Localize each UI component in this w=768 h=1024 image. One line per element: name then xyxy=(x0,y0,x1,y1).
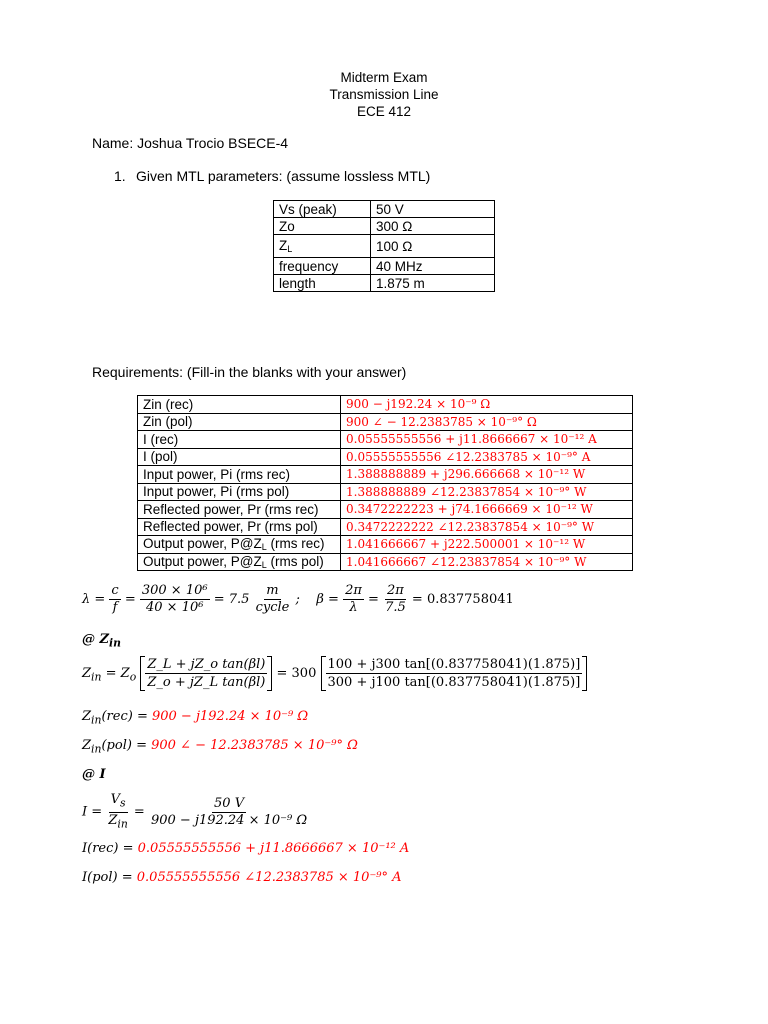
zin-rec-value: 900 − j192.24 × 10⁻⁹ Ω xyxy=(151,709,309,724)
exam-subject: Transmission Line xyxy=(329,87,439,102)
fraction: $\frac{m}{\text{cycle}}$ xyxy=(255,583,290,615)
table-row xyxy=(274,275,495,292)
table-row xyxy=(138,483,633,501)
table-row xyxy=(274,201,495,218)
req-label: I (rec) xyxy=(138,431,341,449)
fraction: $\frac{\text{300 × 10⁶}}{\text{40 × 10⁶}}$ xyxy=(141,583,208,615)
zin-formula: $Z_{in} = Z_o$ $\frac{\text{Z\_L + jZ\_o tan(βl)}}{\text{Z\_o + jZ\_L tan(βl)}}$ = 300 $\frac{100 + j300 \tan[(0.837758041)(1.875)]}{300 + j100 \tan[(0.837758041)(1.875)]}$ xyxy=(82,656,587,691)
req-answer: 0.05555555556 ∠12.2383785 × 10⁻⁹° A xyxy=(341,448,633,466)
req-label: Output power, P@ZL (rms rec) xyxy=(138,536,341,554)
param-value: 50 V xyxy=(371,201,495,218)
req-label: Reflected power, Pr (rms pol) xyxy=(138,518,341,536)
table-row xyxy=(138,396,633,414)
current-rec-value: 0.05555555556 + j11.8666667 × 10⁻¹² A xyxy=(137,841,410,856)
table-row xyxy=(138,431,633,449)
req-answer: 0.3472222223 + j74.1666669 × 10⁻¹² W xyxy=(341,501,633,519)
req-answer: 1.388888889 + j296.666668 × 10⁻¹² W xyxy=(341,466,633,484)
current-rec-line: I(rec) = 0.05555555556 + j11.8666667 × 10⁻¹² A xyxy=(82,841,410,856)
fraction: $\frac{2\pi}{7.5}$ xyxy=(385,583,406,615)
bracket-fraction: $\frac{\text{Z\_L + jZ\_o tan(βl)}}{\text{Z\_o + jZ\_L tan(βl)}}$ xyxy=(140,656,272,691)
current-formula: I = $\frac{V_s}{Z_{in}}$ = $\frac{50 V}{\text{900 − j192.24 × 10⁻⁹ Ω}}$ xyxy=(82,792,308,831)
param-label: ZL xyxy=(274,235,371,258)
zin-rec-line: $Z_{in}(rec) = 900 - j192.24 \times 10^{-9}$ Ω xyxy=(82,709,309,727)
wavelength-equation: λ = $\frac{c}{f}$ = $\frac{\text{300 × 10⁶}}{\text{40 × 10⁶}}$ = 7.5 $\frac{m}{\text{cycle}}$ ; β = $\frac{2\pi}{\lambda}$ = $\frac{2\pi}{7.5}$ = 0.837758041 xyxy=(82,583,514,615)
param-label: Vs (peak) xyxy=(274,201,371,218)
table-row xyxy=(138,501,633,519)
table-row xyxy=(274,258,495,275)
req-label: Zin (rec) xyxy=(138,396,341,414)
exam-title: Midterm Exam xyxy=(340,70,428,85)
beta-result: = 0.837758041 xyxy=(411,592,514,607)
req-answer: 1.041666667 + j222.500001 × 10⁻¹² W xyxy=(341,536,633,554)
beta-lhs: β = xyxy=(316,592,339,607)
param-value: 300 Ω xyxy=(371,218,495,235)
requirements-table xyxy=(137,395,633,571)
param-value: 1.875 m xyxy=(371,275,495,292)
req-answer: 900 ∠ − 12.2383785 × 10⁻⁹° Ω xyxy=(341,413,633,431)
req-label: Input power, Pi (rms pol) xyxy=(138,483,341,501)
question-number: 1. xyxy=(114,168,126,184)
given-parameters-table xyxy=(273,200,495,292)
fraction: $\frac{50 V}{\text{900 − j192.24 × 10⁻⁹ Ω}}$ xyxy=(150,795,308,828)
current-section-heading: @ I xyxy=(82,767,106,782)
table-row xyxy=(138,466,633,484)
req-answer: 0.05555555556 + j11.8666667 × 10⁻¹² A xyxy=(341,431,633,449)
req-label: Input power, Pi (rms rec) xyxy=(138,466,341,484)
table-row xyxy=(138,413,633,431)
zin-pol-value: 900 ∠ − 12.2383785 × 10⁻⁹° Ω xyxy=(151,738,358,753)
requirements-heading: Requirements: (Fill-in the blanks with your answer) xyxy=(92,364,407,380)
req-answer: 1.388888889 ∠12.23837854 × 10⁻⁹° W xyxy=(341,483,633,501)
param-label: Zo xyxy=(274,218,371,235)
fraction: $\frac{c}{f}$ xyxy=(111,583,119,615)
req-label: I (pol) xyxy=(138,448,341,466)
table-row xyxy=(138,518,633,536)
fraction: $\frac{2\pi}{\lambda}$ xyxy=(345,583,362,615)
req-answer: 0.3472222222 ∠12.23837854 × 10⁻⁹° W xyxy=(341,518,633,536)
student-name: Name: Joshua Trocio BSECE-4 xyxy=(92,135,289,151)
param-value: 100 Ω xyxy=(371,235,495,258)
param-label: frequency xyxy=(274,258,371,275)
req-answer: 900 − j192.24 × 10⁻⁹ Ω xyxy=(341,396,633,414)
lambda-result: = 7.5 xyxy=(213,592,250,607)
table-row xyxy=(138,448,633,466)
req-label: Zin (pol) xyxy=(138,413,341,431)
current-pol-value: 0.05555555556 ∠12.2383785 × 10⁻⁹° A xyxy=(136,870,402,885)
zin-pol-line: $Z_{in}(pol) = 900$ ∠ − 12.2383785 × 10⁻⁹° Ω xyxy=(82,738,358,756)
zin-section-heading: @ $Z_{in}$ xyxy=(82,632,122,650)
bracket-fraction: $\frac{100 + j300 \tan[(0.837758041)(1.875)]}{300 + j100 \tan[(0.837758041)(1.875)]}$ xyxy=(321,656,588,691)
table-row xyxy=(138,553,633,571)
table-row xyxy=(274,218,495,235)
param-label: length xyxy=(274,275,371,292)
fraction: $\frac{V_s}{Z_{in}}$ xyxy=(108,792,128,831)
req-answer: 1.041666667 ∠12.23837854 × 10⁻⁹° W xyxy=(341,553,633,571)
req-label: Output power, P@ZL (rms pol) xyxy=(138,553,341,571)
req-label: Reflected power, Pr (rms rec) xyxy=(138,501,341,519)
course-code: ECE 412 xyxy=(356,104,412,119)
table-row xyxy=(274,235,495,258)
current-pol-line: I(pol) = 0.05555555556 ∠12.2383785 × 10⁻⁹° A xyxy=(82,870,402,885)
param-value: 40 MHz xyxy=(371,258,495,275)
lambda-lhs: λ = xyxy=(82,592,106,607)
table-row xyxy=(138,536,633,554)
question-text: Given MTL parameters: (assume lossless MTL) xyxy=(136,168,431,184)
